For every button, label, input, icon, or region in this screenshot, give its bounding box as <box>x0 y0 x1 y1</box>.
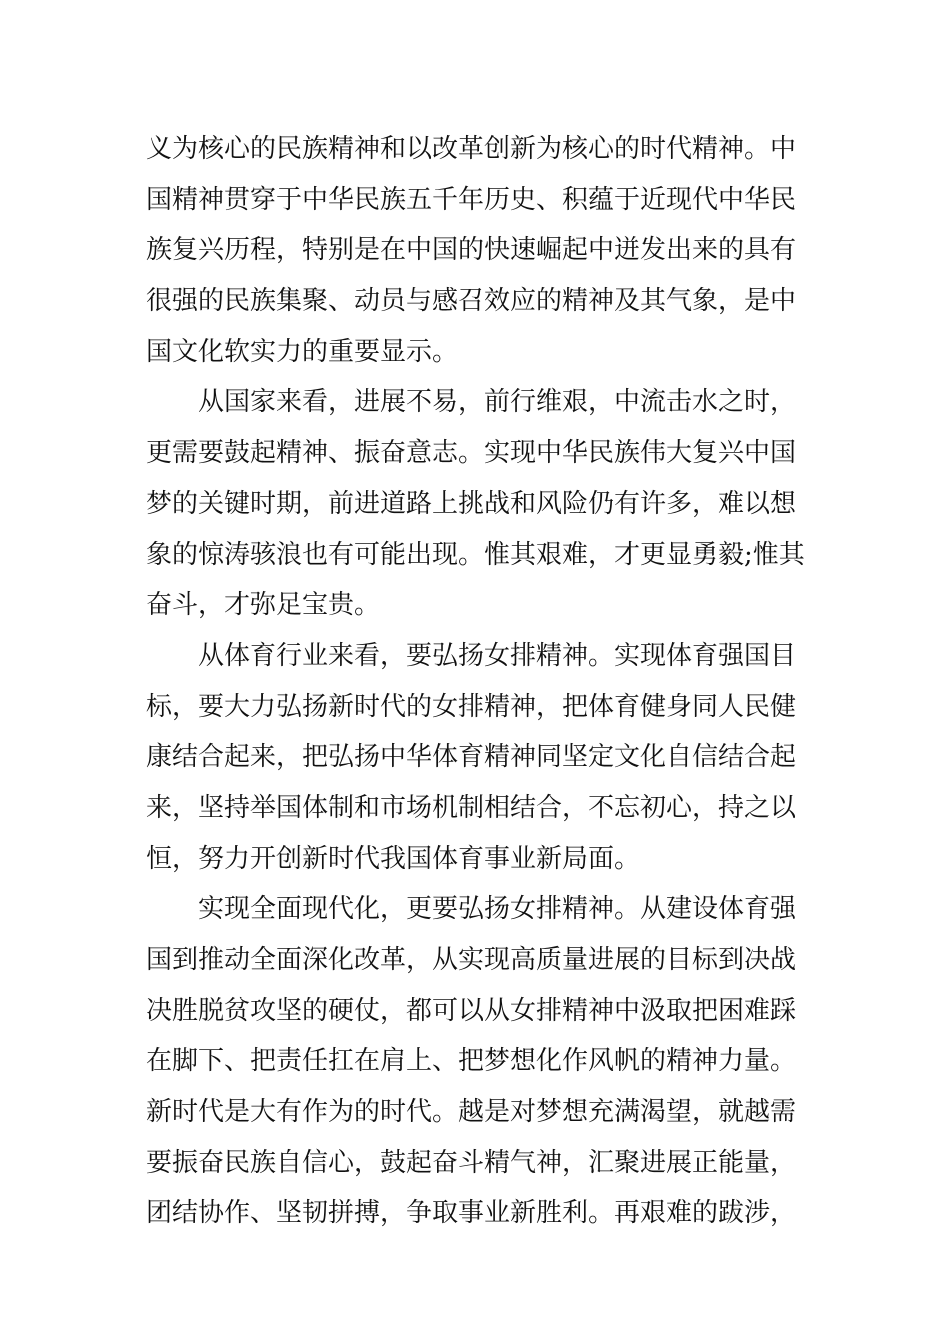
text-line: 团结协作、坚韧拼搏，争取事业新胜利。再艰难的跋涉， <box>146 1198 797 1229</box>
text-line: 来，坚持举国体制和市场机制相结合，不忘初心，持之以 <box>146 792 797 823</box>
text-line: 康结合起来，把弘扬中华体育精神同坚定文化自信结合起 <box>146 742 797 773</box>
paragraph-first-line: 实现全面现代化，更要弘扬女排精神。从建设体育强 <box>198 894 797 925</box>
text-line: 很强的民族集聚、动员与感召效应的精神及其气象，是中 <box>146 286 797 317</box>
paragraph-first-line: 从国家来看，进展不易，前行维艰，中流击水之时， <box>198 387 797 418</box>
body-text <box>146 124 812 1239</box>
text-line: 恒，努力开创新时代我国体育事业新局面。 <box>146 843 641 874</box>
text-line: 梦的关键时期，前进道路上挑战和风险仍有许多，难以想 <box>146 488 797 519</box>
text-line: 标，要大力弘扬新时代的女排精神，把体育健身同人民健 <box>146 691 797 722</box>
text-line: 奋斗，才弥足宝贵。 <box>146 590 381 621</box>
text-line: 国到推动全面深化改革，从实现高质量进展的目标到决战 <box>146 945 797 975</box>
text-line: 在脚下、把责任扛在肩上、把梦想化作风帆的精神力量。 <box>146 1046 797 1077</box>
text-line: 族复兴历程，特别是在中国的快速崛起中迸发出来的具有 <box>146 235 797 266</box>
text-line: 义为核心的民族精神和以改革创新为核心的时代精神。中 <box>146 134 797 164</box>
text-line: 要振奋民族自信心，鼓起奋斗精气神，汇聚进展正能量， <box>146 1147 797 1178</box>
text-line: 新时代是大有作为的时代。越是对梦想充满渴望，就越需 <box>146 1097 797 1128</box>
text-line: 国文化软实力的重要显示。 <box>146 336 459 367</box>
text-line: 更需要鼓起精神、振奋意志。实现中华民族伟大复兴中国 <box>146 438 797 469</box>
paragraph-first-line: 从体育行业来看，要弘扬女排精神。实现体育强国目 <box>198 640 797 671</box>
text-line: 决胜脱贫攻坚的硬仗，都可以从女排精神中汲取把困难踩 <box>146 995 797 1026</box>
text-line: 国精神贯穿于中华民族五千年历史、积蕴于近现代中华民 <box>146 184 797 215</box>
text-line: 象的惊涛骇浪也有可能出现。惟其艰难，才更显勇毅;惟其 <box>146 539 805 570</box>
